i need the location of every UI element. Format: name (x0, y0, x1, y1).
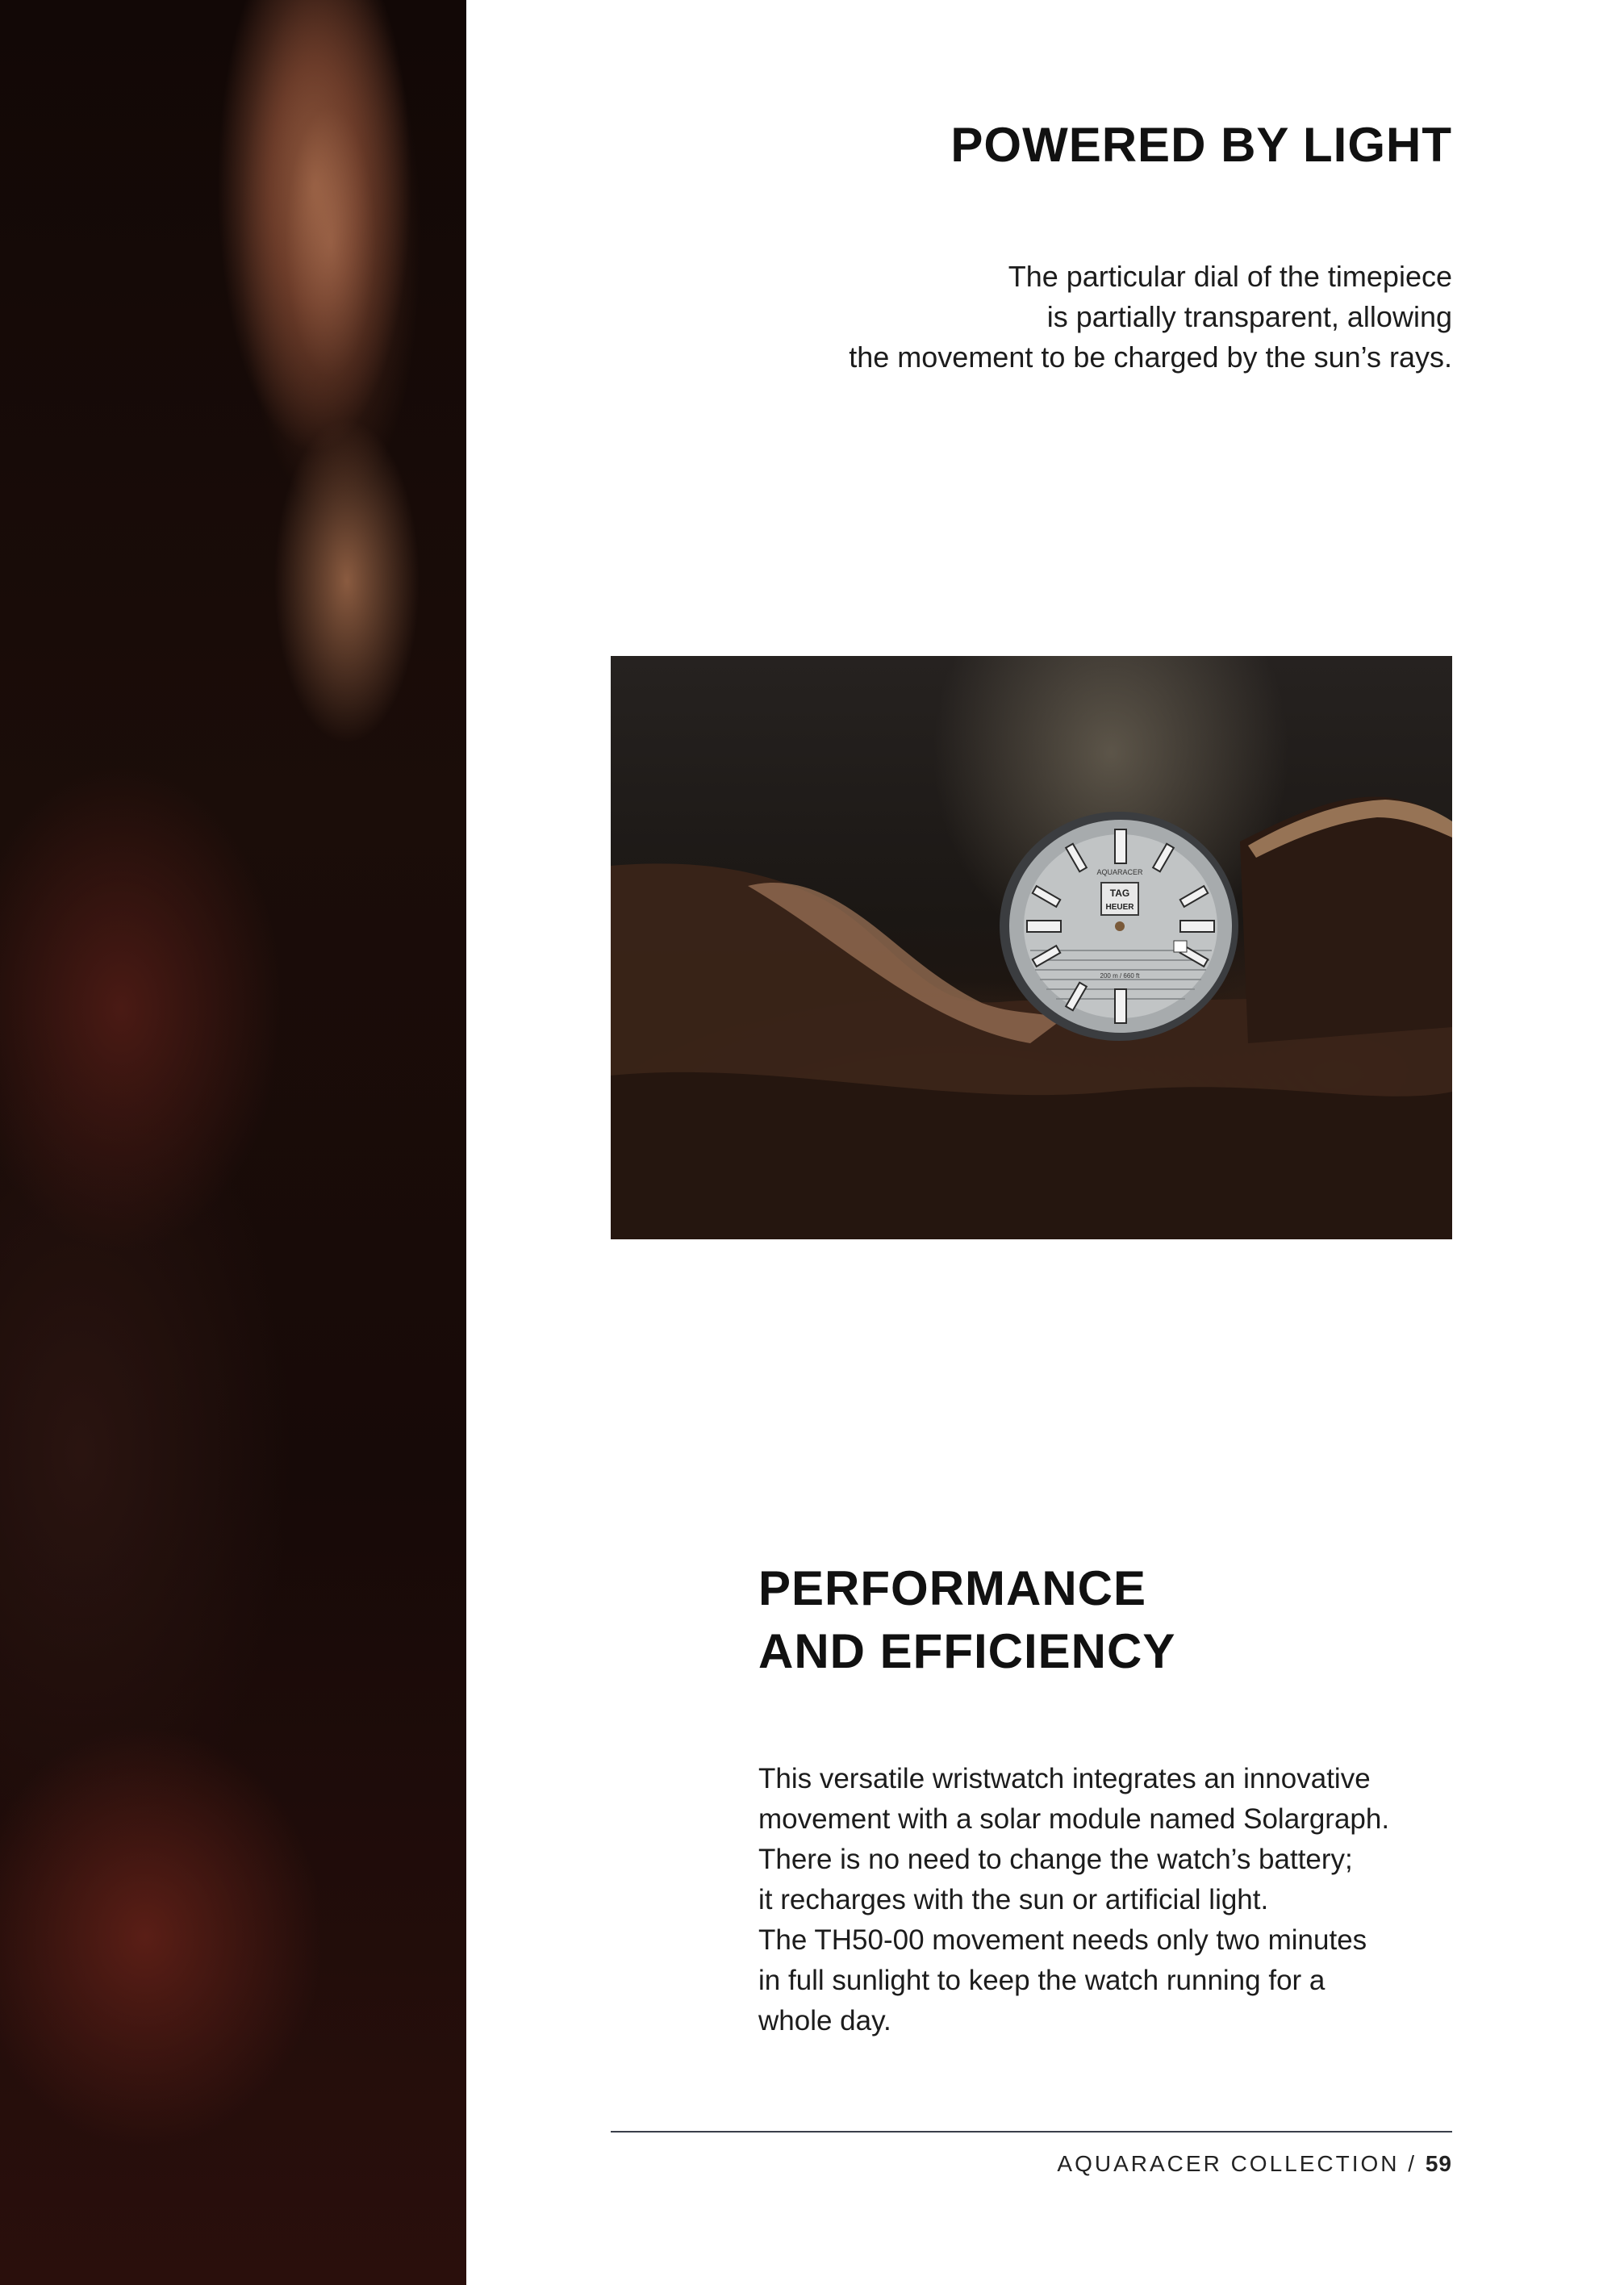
page-footer (1057, 2151, 1452, 2177)
body-line: This versatile wristwatch integrates an innovative (758, 1763, 1371, 1794)
section-title-powered-by-light: POWERED BY LIGHT (950, 118, 1452, 172)
page-number: 59 (1425, 2151, 1452, 2176)
body-line: it recharges with the sun or artificial light. (758, 1884, 1269, 1915)
section-title-line: PERFORMANCE (758, 1561, 1147, 1615)
footer-separator: / (1408, 2151, 1417, 2176)
intro-paragraph (726, 257, 1452, 378)
collection-label: AQUARACER COLLECTION (1057, 2151, 1400, 2176)
body-line: movement with a solar module named Solargraph. (758, 1803, 1390, 1835)
dial-depth-label: 200 m / 660 ft (1100, 972, 1140, 980)
body-line: in full sunlight to keep the watch running for a (758, 1965, 1326, 1996)
body-line: The TH50-00 movement needs only two minutes (758, 1924, 1367, 1956)
watch-dial (998, 805, 1240, 1047)
rock-highlight (186, 0, 466, 775)
dial-logo-heuer: HEUER (1105, 903, 1134, 912)
footer-divider (611, 2131, 1452, 2133)
dial-logo-tag: TAG (1109, 888, 1130, 899)
watch-dial-photo (611, 656, 1452, 1239)
body-line: whole day. (758, 2005, 891, 2036)
intro-line: the movement to be charged by the sun’s rays. (849, 340, 1452, 374)
dial-model-label: AQUARACER (1096, 868, 1143, 876)
intro-line: The particular dial of the timepiece (1008, 260, 1452, 293)
performance-paragraph (758, 1759, 1452, 2041)
section-title-performance (758, 1557, 1175, 1683)
section-title-line: AND EFFICIENCY (758, 1624, 1176, 1678)
rock-texture-photo (0, 0, 466, 2285)
intro-line: is partially transparent, allowing (1046, 300, 1452, 333)
body-line: There is no need to change the watch’s battery; (758, 1844, 1353, 1875)
